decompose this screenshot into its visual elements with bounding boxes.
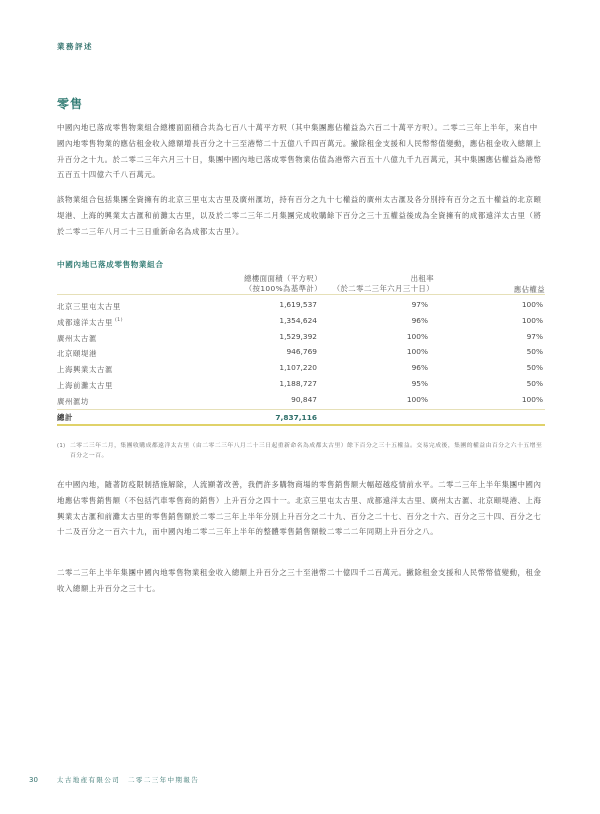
attributable-interest: 97% [526, 331, 543, 341]
publication-title: 太古地產有限公司 二零二三年中期報告 [56, 776, 200, 784]
header-occupancy-line1: 出租率 [410, 274, 434, 283]
header-gross-floor-area [202, 274, 322, 294]
attributable-interest: 50% [526, 363, 543, 373]
page-number: 30 [29, 775, 38, 784]
occupancy-rate: 100% [406, 347, 428, 357]
attributable-interest: 100% [521, 300, 543, 309]
footnote-mark: (1) [57, 443, 66, 449]
gross-floor-area: 1,354,624 [279, 315, 317, 325]
gross-floor-area: 1,619,537 [279, 300, 317, 309]
attributable-interest: 50% [526, 378, 543, 388]
header-attributable-interest: 應佔權益 [513, 285, 545, 294]
attributable-interest: 100% [521, 394, 543, 404]
total-label: 總計 [57, 412, 73, 422]
table-row [57, 360, 545, 376]
paragraph-rental-income: 二零二三年上半年集團中國內地零售物業租金收入總額上升百分之三十至港幣二十億四千二百萬元。撇除租金支援和人民幣幣值變動，租金收入總額上升百分之三十七。 [57, 568, 542, 593]
table-title: 中國內地已落成零售物業組合 [57, 260, 164, 269]
table-row [57, 313, 545, 329]
footnote [57, 441, 545, 461]
occupancy-rate: 100% [406, 331, 428, 341]
property-name: 上海前灘太古里 [57, 380, 113, 390]
occupancy-rate: 96% [411, 315, 428, 325]
header-area-line2: （按100%為基準計） [244, 284, 322, 293]
gross-floor-area: 1,188,727 [279, 378, 317, 388]
table-header [57, 273, 545, 295]
section-header: 業務評述 [57, 42, 93, 51]
gross-floor-area: 946,769 [286, 347, 317, 357]
table-row [57, 329, 545, 345]
property-name: 上海興業太古滙 [57, 365, 113, 375]
page-title: 零售 [57, 97, 84, 111]
attributable-interest: 100% [521, 315, 543, 325]
retail-portfolio-table [57, 273, 545, 426]
table-row [57, 376, 545, 392]
table-row [57, 344, 545, 360]
property-name: 廣州滙坊 [57, 396, 89, 406]
gross-floor-area: 90,847 [291, 394, 317, 404]
paragraph-portfolio-composition: 該物業組合包括集團全資擁有的北京三里屯太古里及廣州滙坊，持有百分之九十七權益的廣州太古滙及各分別持有百分之五十權益的北京頤堤港、上海的興業太古滙和前灘太古里，以及於二零二三年二月集團完成收購餘下百分之三十五權益後成為全資擁有的成都遠洋太古里（將於二零二三年八月二十三日重新命名為成都太古里）。 [57, 195, 542, 236]
gross-floor-area: 1,529,392 [279, 331, 317, 341]
footnote-text: 二零二三年二月，集團收購成都遠洋太古里（由二零二三年八月二十三日起重新命名為成都太古里）餘下百分之三十五權益。交易完成後，集團的權益由百分之六十五增至百分之一百。 [70, 443, 543, 459]
attributable-interest: 50% [526, 347, 543, 357]
paragraph-retail-sales: 在中國內地，隨著防疫限制措施解除，人流顯著改善，我們許多購物商場的零售銷售額大幅超越疫情前水平。二零二三年上半年集團中國內地應佔零售銷售額（不包括汽車零售商的銷售）上升百分之四十一。北京三里屯太古里、成都遠洋太古里、廣州太古滙、北京頤堤港、上海興業太古滙和前灘太古里的零售銷售額於二零二三年上半年分別上升百分之二十九、百分之二十七、百分之十六、百分之三十四、百分之七十二及百分之一百六十九，而中國內地二零二三年上半年的整體零售銷售額較二零二二年同期上升百分之八。 [57, 480, 542, 537]
total-gross-floor-area: 7,837,116 [275, 412, 317, 422]
table-total-row [57, 410, 545, 426]
page-footer [29, 775, 199, 784]
table-row [57, 392, 545, 408]
occupancy-rate: 96% [411, 363, 428, 373]
occupancy-rate: 100% [406, 394, 428, 404]
occupancy-rate: 97% [411, 300, 428, 309]
header-occupancy [314, 274, 434, 294]
table-body [57, 295, 545, 410]
footnote-reference: (1) [114, 317, 124, 323]
property-name: 廣州太古滙 [57, 333, 97, 343]
header-occupancy-line2: （於二零二三年六月三十日） [332, 284, 434, 293]
occupancy-rate: 95% [411, 378, 428, 388]
table-row [57, 297, 545, 313]
property-name: 北京三里屯太古里 [57, 302, 121, 311]
property-name: 成都遠洋太古里 $^{(1)}$ [57, 317, 124, 327]
property-name: 北京頤堤港 [57, 349, 97, 359]
gross-floor-area: 1,107,220 [279, 363, 317, 373]
header-area-line1: 總樓面面積（平方呎） [244, 274, 322, 283]
paragraph-portfolio-overview: 中國內地已落成零售物業組合總樓面面積合共為七百八十萬平方呎（其中集團應佔權益為六百二十萬平方呎）。二零二三年上半年，來自中國內地零售物業的應佔租金收入總額增長百分之十三至港幣二十五億八千四百萬元。撇除租金支援和人民幣幣值變動，應佔租金收入總額上升百分之十九。於二零二三年六月三十日，集團中國內地已落成零售物業估值為港幣六百五十八億九千九百萬元，其中集團應佔權益為港幣五百五十四億六千八百萬元。 [57, 123, 542, 180]
